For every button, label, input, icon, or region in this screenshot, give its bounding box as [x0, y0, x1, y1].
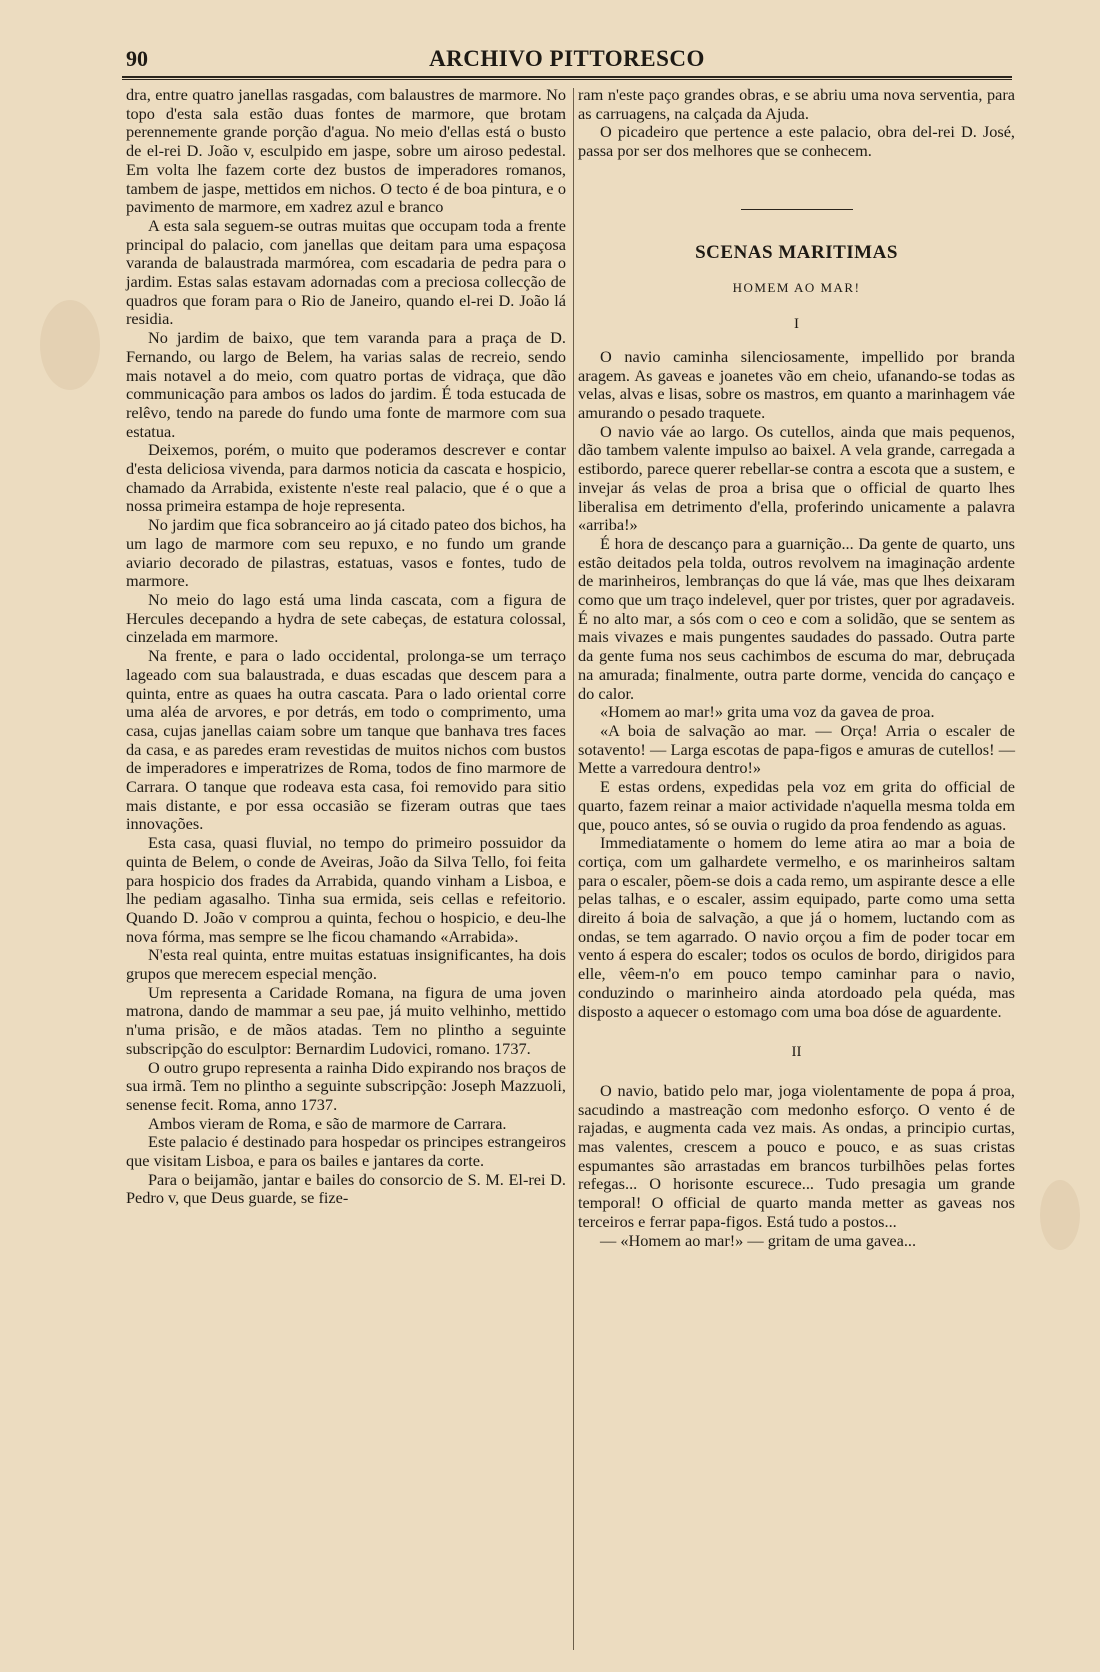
paragraph: E estas ordens, expedidas pela voz em grita do official de quarto, fazem reinar a maior actividade n'aquella mesma tolda em que, pouco antes, só se ouvia o rugido da proa fendendo as aguas.: [578, 777, 1015, 834]
paper-stain: [40, 300, 100, 390]
paragraph: — «Homem ao mar!» — gritam de uma gavea...: [600, 1230, 917, 1250]
paragraph: O navio, batido pelo mar, joga violentamente de popa á proa, sacudindo a mastreação com medonho esforço. O vento é de rajadas, e augmenta cada vez mais. As ondas, a principio curtas, mas valentes, crescem a pouco e pouco, e as suas cristas espumantes são arrastadas em brancos turbilhões pelas fortes refegas... O horisonte escurece... Tudo presagia um grande temporal! O official de quarto manda metter as gaveas nos terceiros e ferrar papa-figos. Está tudo a postos...: [578, 1080, 1015, 1231]
paragraph: Um representa a Caridade Romana, na figura de uma joven matrona, dando de mammar a seu pae, já muito velhinho, mettido n'uma prisão, e de mãos atadas. Tem no plintho a seguinte subscripção do esculptor: Bernardim Ludovici, romano. 1737.: [126, 982, 566, 1058]
paragraph: Na frente, e para o lado occidental, prolonga-se um terraço lageado com sua balaustrada, e duas escadas que descem para a quinta, entre as quaes ha outra cascata. Para o lado oriental corre uma aléa de arvores, e por detrás, em todo o comprimento, uma casa, cujas janellas caiam sobre um tanque que banhava tres faces da casa, e as paredes eram revestidas de muitos nichos com bustos de imperadores e imperatrizes de Roma, todos de fino marmore de Carrara. O tanque que rodeava esta casa, foi removido para sitio mais distante, e por essa occasião se fizeram outras que taes innovações.: [126, 646, 566, 834]
paragraph: O picadeiro que pertence a este palacio, obra del-rei D. José, passa por ser dos melhores que se conhecem.: [578, 122, 1015, 161]
section-number: II: [791, 1044, 802, 1061]
paragraph: «A boia de salvação ao mar. — Orça! Arria o escaler de sotavento! — Larga escotas de papa-figos e amuras de cutellos! — Mette a varredoura dentro!»: [578, 720, 1015, 778]
page-title: ARCHIVO PITTORESCO: [429, 46, 705, 71]
paragraph: No meio do lago está uma linda cascata, com a figura de Hercules decepando a hydra de sete cabeças, de estatura colossal, cinzelada em marmore.: [126, 589, 566, 647]
page-header: [122, 44, 1012, 74]
paragraph: No jardim que fica sobranceiro ao já citado pateo dos bichos, ha um lago de marmore com seu repuxo, e no fundo um grande aviario decorado de pilastras, estatuas, vasos e fontes, tudo de marmore.: [126, 515, 566, 591]
page-number: 90: [126, 46, 148, 71]
paragraph: dra, entre quatro janellas rasgadas, com balaustres de marmore. No topo d'esta sala estão duas fontes de marmore, que brotam perennemente grande porção d'agua. No meio d'ellas está o busto de el-rei D. João v, esculpido em jaspe, sobre um airoso pedestal. Em volta lhe fazem corte dez bustos de imperadores romanos, tambem de jaspe, mettidos em nichos. O tecto é de boa pintura, e o pavimento de marmore, em xadrez azul e branco: [126, 85, 566, 217]
paragraph: Esta casa, quasi fluvial, no tempo do primeiro possuidor da quinta de Belem, o conde de Aveiras, João da Silva Tello, foi feita para hospicio dos frades da Arrabida, quando vinham a Lisboa, e lhe pediam agasalho. Tinha sua ermida, seis cellas e refeitorio. Quando D. João v comprou a quinta, fechou o hospicio, e deu-lhe nova fórma, mas sempre se lhe ficou chamando «Arrabida».: [126, 833, 566, 946]
paragraph: Para o beijamão, jantar e bailes do consorcio de S. M. El-rei D. Pedro v, que Deus guarde, se fize-: [126, 1169, 566, 1208]
paragraph: «Homem ao mar!» grita uma voz da gavea de proa.: [600, 702, 935, 722]
paragraph: No jardim de baixo, que tem varanda para a praça de D. Fernando, ou largo de Belem, ha varias salas de recreio, sendo mais notavel a do meio, com quatro portas de vidraça, que dão communicação para ambos os lados do jardim. É toda estucada de relêvo, tendo na parede do fundo uma fonte de marmore com sua estatua.: [126, 328, 566, 441]
paragraph: N'esta real quinta, entre muitas estatuas insignificantes, ha dois grupos que merecem especial menção.: [126, 945, 566, 984]
header-rule: [122, 79, 1012, 80]
article-subtitle: HOMEM AO MAR!: [732, 279, 861, 295]
paragraph: O navio caminha silenciosamente, impellido por branda aragem. As gaveas e joanetes vão em cheio, ufanando-se todas as velas, alvas e lisas, sobre os mastros, em quanto a marinhagem váe amurando o pesado traquete.: [578, 346, 1015, 423]
paragraph: É hora de descanço para a guarnição... Da gente de quarto, uns estão deitados pela tolda, outros revolvem na imaginação ardente de marinheiros, lembranças do que lá váe, mas que lhes deixaram como que um traço indelevel, quer por tristes, quer por agradaveis. É no alto mar, a sós com o ceo e com a solidão, que se sentem as mais vivazes e mais pungentes saudades do passado. Outra parte da gente fuma nos seus cachimbos de escuma do mar, debruçada na amurada; finalmente, outra parte dorme, vencida do cançaço e do calor.: [578, 533, 1015, 703]
paragraph: O outro grupo representa a rainha Dido expirando nos braços de sua irmã. Tem no plintho a seguinte subscripção: Joseph Mazzuoli, senense fecit. Roma, anno 1737.: [126, 1057, 566, 1114]
column-divider: [573, 88, 574, 1650]
article-title: SCENAS MARITIMAS: [695, 241, 898, 263]
left-column: [126, 86, 566, 1208]
paragraph: A esta sala seguem-se outras muitas que occupam toda a frente principal do palacio, com janellas que deitam para uma espaçosa varanda de balaustrada marmórea, com escadaria de pedra para o jardim. Estas salas estavam adornadas com a preciosa collecção de quadros que foram para o Rio de Janeiro, quando el-rei D. João lá residia.: [126, 215, 566, 329]
paragraph: Este palacio é destinado para hospedar os principes estrangeiros que visitam Lisboa, e para os bailes e jantares da corte.: [126, 1132, 566, 1171]
paragraph: Deixemos, porém, o muito que poderamos descrever e contar d'esta deliciosa vivenda, para darmos noticia da cascata e hospicio, chamado da Arrabida, existente n'este real palacio, que é o que a nossa primeira estampa de hoje representa.: [126, 440, 566, 516]
header-rule: [122, 76, 1012, 78]
right-column: [578, 86, 1015, 1250]
paragraph: Immediatamente o homem do leme atira ao mar a boia de cortiça, com um galhardete vermelho, e os marinheiros saltam para o escaler, põem-se dois a cada remo, um aspirante desce a elle pelas talhas, e o escaler, assim equipado, parte como uma setta direito á boia de salvação, a que já o homem, luctando com as ondas, se tem agarrado. O navio orçou a fim de poder tocar em vento á espera do escaler; todos os oculos de bordo, dirigidos para elle, vêem-n'o em pouco tempo caminhar para o navio, conduzindo o marinheiro ainda atordoado pela quéda, mas disposto a aquecer o estomago com uma boa dóse de aguardente.: [578, 833, 1015, 1021]
section-number: I: [794, 316, 799, 333]
paragraph: Ambos vieram de Roma, e são de marmore de Carrara.: [148, 1113, 507, 1133]
paper-stain: [1040, 1180, 1080, 1250]
paragraph: O navio váe ao largo. Os cutellos, ainda que mais pequenos, dão tambem valente impulso ao baixel. A vela grande, carregada a estibordo, parece querer rebellar-se contra a escota que a sustem, e invejar ás velas de proa a brisa que o official de quarto lhes liberalisa em detrimento d'ella, proferindo unicamente a palavra «arriba!»: [578, 421, 1015, 535]
paragraph: ram n'este paço grandes obras, e se abriu uma nova serventia, para as carruagens, na calçada da Ajuda.: [578, 85, 1015, 123]
section-divider-rule: [741, 209, 853, 210]
